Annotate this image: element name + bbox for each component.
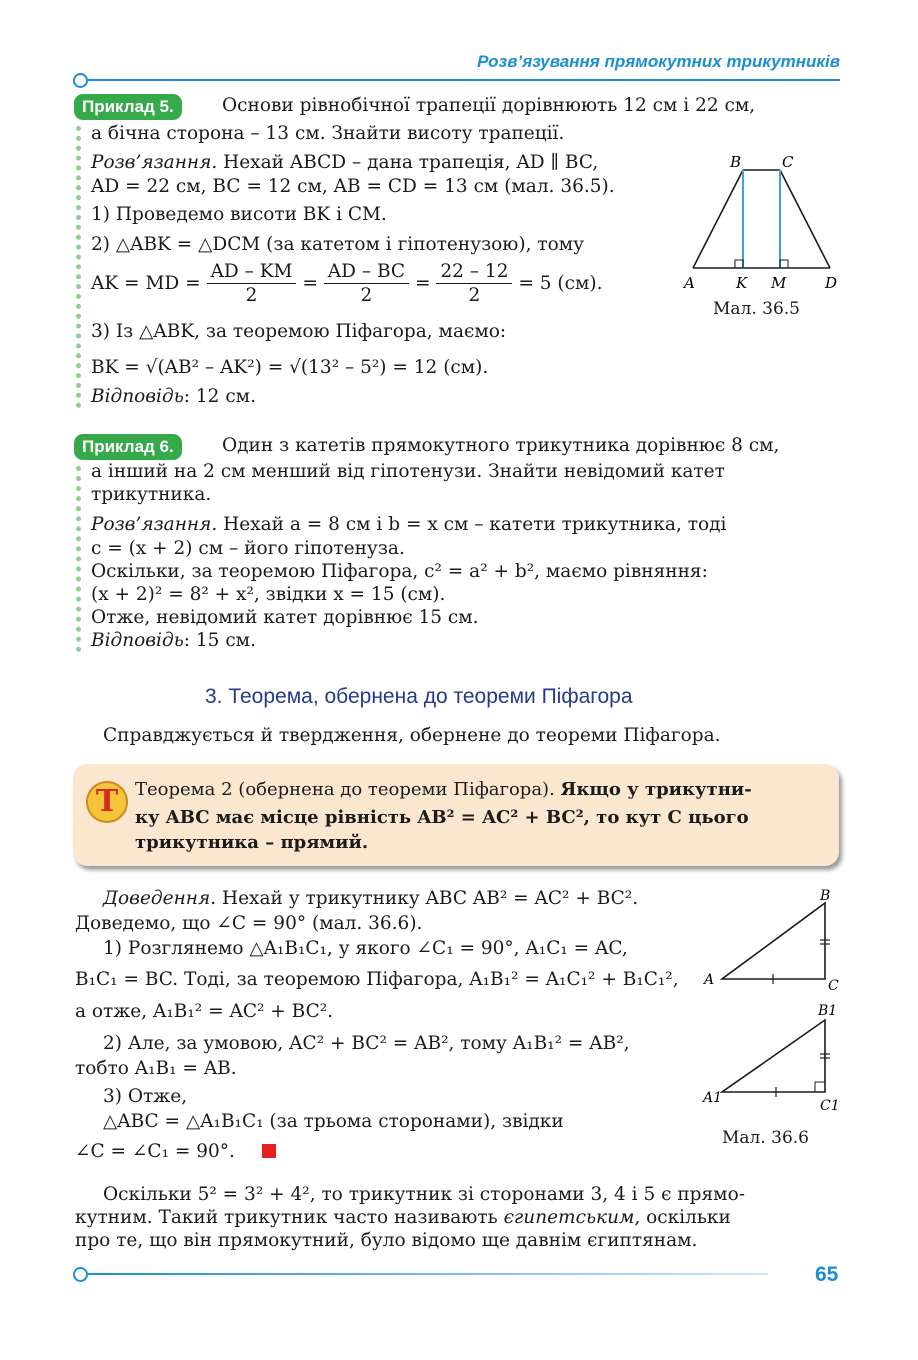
example5-step: 3) Із △ABK, за теоремою Піфагора, маємо:	[91, 321, 507, 342]
fraction: $\frac{AD - KM}{2}$	[207, 260, 297, 307]
footer-rule	[88, 1273, 768, 1275]
proof-line: 3) Отже,	[103, 1086, 188, 1107]
theorem-heading: Теорема 2 (обернена до теореми Піфагора).	[135, 779, 555, 800]
proof-line: а отже, A₁B₁² = AC² + BC².	[75, 1001, 334, 1022]
example5-margin-dots	[76, 126, 81, 408]
proof-label: Доведення.	[103, 888, 217, 909]
theorem-line	[135, 778, 752, 801]
example5-solution-line	[91, 151, 598, 174]
answer-value: : 12 см.	[183, 386, 256, 407]
fraction: $\frac{22 - 12}{2}$	[436, 260, 512, 307]
proof-line: ∠C = ∠C₁ = 90°.	[75, 1141, 235, 1162]
fraction: $\frac{AD - BC}{2}$	[324, 260, 409, 307]
example6-solution-line: c = (x + 2) см – його гіпотенуза.	[91, 538, 405, 559]
solution-label: Розв’язання.	[91, 152, 218, 173]
svg-text:C1: C1	[820, 1098, 840, 1114]
theorem-line: ку ABC має місце рівність AB² = AC² + BC², то кут C цього	[135, 807, 749, 828]
proof-line: Доведемо, що ∠C = 90° (мал. 36.6).	[75, 913, 423, 934]
theorem-statement: Якщо у трикутни-	[560, 779, 752, 800]
vertex-label: B	[730, 153, 742, 171]
example6-line: (x + 2)² = 8² + x², звідки x = 15 (см).	[91, 584, 446, 605]
vertex-label: K	[736, 274, 748, 292]
vertex-label: C	[782, 153, 794, 171]
answer-value: : 15 см.	[183, 630, 256, 651]
example5-step: 1) Проведемо висоти BK і CM.	[91, 204, 387, 225]
example5-answer	[91, 385, 256, 408]
svg-text:B: B	[820, 888, 831, 904]
example5-formula: AK = MD = $\frac{AD - KM}{2}$ = $\frac{AD - BC}{2}$ = $\frac{22 - 12}{2}$ = 5 (см).	[91, 261, 603, 306]
vertex-label: D	[825, 274, 838, 292]
answer-label: Відповідь	[91, 386, 184, 407]
example6-line: Один з катетів прямокутного трикутника дорівнює 8 см,	[222, 435, 780, 456]
example6-badge: Приклад 6.	[74, 434, 182, 460]
running-header: Розв’язування прямокутних трикутників	[477, 52, 840, 71]
solution-label: Розв’язання.	[91, 514, 218, 535]
closing-line: про те, що він прямокутний, було відомо ще давнім єгиптянам.	[75, 1230, 698, 1251]
example5-bk-formula: BK = √(AB² – AK²) = √(13² – 5²) = 12 (см).	[91, 357, 489, 378]
figure-caption: Мал. 36.6	[722, 1128, 810, 1148]
trapezoid-figure	[680, 150, 850, 295]
page-number: 65	[815, 1263, 839, 1286]
theorem-icon: T	[86, 781, 128, 823]
proof-line: Доведення. Нехай у трикутнику ABC AB² = AC² + BC².	[103, 888, 639, 909]
example6-line: трикутника.	[91, 484, 212, 505]
formula-right: = 5 (см).	[518, 273, 603, 294]
vertex-label: A	[684, 274, 695, 292]
formula-left: AK = MD =	[91, 273, 201, 294]
theorem-line: трикутника – прямий.	[135, 832, 369, 853]
svg-text:A: A	[704, 972, 715, 988]
svg-text:C: C	[828, 978, 839, 994]
proof-line: 2) Але, за умовою, AC² + BC² = AB², тому A₁B₁² = AB²,	[103, 1033, 630, 1054]
example5-line: а бічна сторона – 13 см. Знайти висоту трапеції.	[91, 123, 565, 144]
svg-text:A1: A1	[703, 1090, 723, 1106]
section-intro: Справджується й твердження, обернене до теореми Піфагора.	[103, 725, 721, 746]
example6-line: Оскільки, за теоремою Піфагора, c² = a² + b², маємо рівняння:	[91, 561, 708, 582]
proof-line: △ABC = △A₁B₁C₁ (за трьома сторонами), звідки	[103, 1111, 564, 1132]
closing-line: Оскільки 5² = 3² + 4², то трикутник зі сторонами 3, 4 і 5 є прямо-	[103, 1184, 745, 1205]
proof-line: 1) Розглянемо △A₁B₁C₁, у якого ∠C₁ = 90°, A₁C₁ = AC,	[103, 938, 628, 959]
solution-text: Нехай a = 8 см і b = x см – катети трикутника, тоді	[223, 514, 727, 535]
example6-answer	[91, 629, 256, 652]
example5-step: 2) △ABK = △DCM (за катетом і гіпотенузою), тому	[91, 234, 585, 255]
closing-line: кутним. Такий трикутник часто називають єгипетським, оскільки	[75, 1207, 731, 1228]
example5-solution-line: AD = 22 см, BC = 12 см, AB = CD = 13 см (мал. 36.5).	[91, 176, 615, 197]
example5-line: Основи рівнобічної трапеції дорівнюють 12 см і 22 см,	[222, 95, 756, 116]
solution-text: Нехай ABCD – дана трапеція, AD ∥ BC,	[223, 152, 599, 173]
example6-line: Отже, невідомий катет дорівнює 15 см.	[91, 607, 479, 628]
example6-line: а інший на 2 см менший від гіпотенузи. Знайти невідомий катет	[91, 461, 725, 482]
example6-solution-line	[91, 513, 726, 536]
figure-caption: Мал. 36.5	[713, 299, 801, 319]
example5-badge: Приклад 5.	[74, 94, 182, 120]
footer-line-marker	[73, 1267, 88, 1282]
proof-line: тобто A₁B₁ = AB.	[75, 1058, 237, 1079]
example6-margin-dots	[76, 466, 81, 652]
proof-line: B₁C₁ = BC. Тоді, за теоремою Піфагора, A₁B₁² = A₁C₁² + B₁C₁²,	[75, 969, 679, 990]
header-line-marker	[73, 73, 88, 88]
right-triangles-figure	[700, 882, 850, 1122]
qed-square	[262, 1144, 276, 1158]
answer-label: Відповідь	[91, 630, 184, 651]
vertex-label: M	[771, 274, 787, 292]
svg-text:B1: B1	[818, 1003, 838, 1019]
section-title: 3. Теорема, обернена до теореми Піфагора	[205, 685, 633, 708]
header-rule	[88, 79, 840, 81]
